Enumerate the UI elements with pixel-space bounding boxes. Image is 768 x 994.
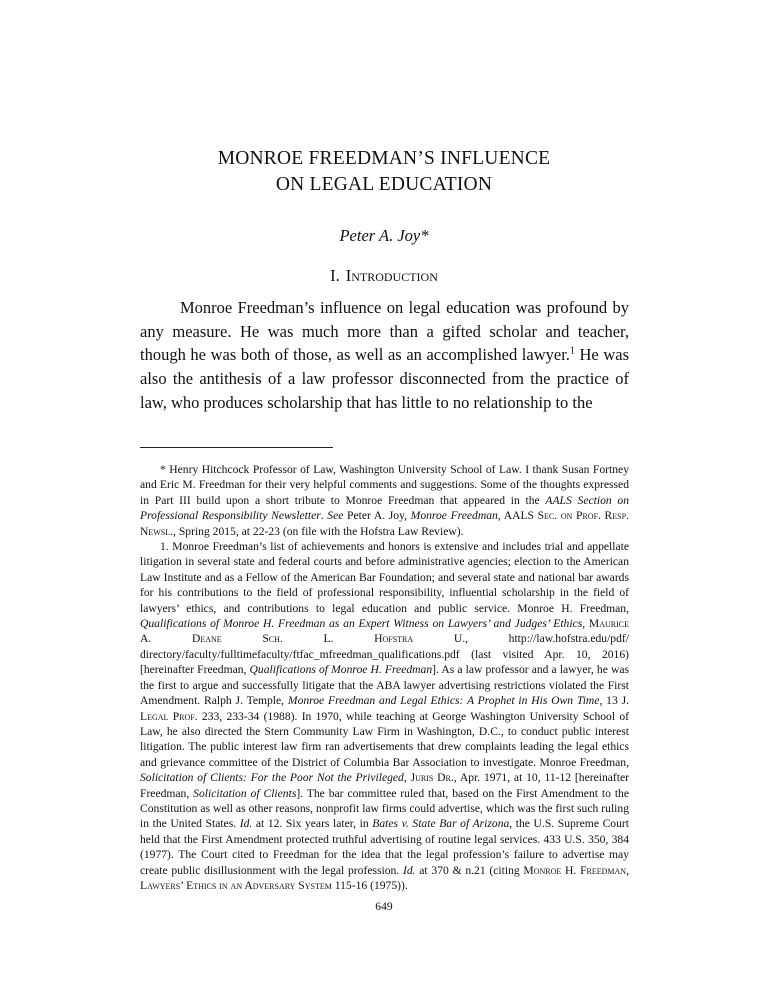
fn-italic: See xyxy=(327,509,344,523)
fn-text: ]. The bar committee ruled that, based on the First Amendment to the Constitution as well as other reasons, nonprofit law firms could advertise, which was the first such ruling in the United States. xyxy=(140,786,629,831)
fn-italic: Monroe Freedman and Legal Ethics: A Prophet in His Own Time xyxy=(287,694,600,708)
section-title: Introduction xyxy=(345,266,438,285)
page-number: 649 xyxy=(375,900,393,913)
fn-text: Peter A. Joy, xyxy=(343,509,411,523)
fn-smallcaps: Maurice A. Deane Sch. L. Hofstra U. xyxy=(140,617,629,646)
fn-italic: Id. xyxy=(239,817,253,831)
article-title-line-2: ON LEGAL EDUCATION xyxy=(275,174,493,195)
fn-italic: Qualifications of Monroe H. Freedman as an Expert Witness on Lawyers’ and Judges’ Ethics xyxy=(140,617,583,631)
footnote-star xyxy=(140,462,629,539)
fn-italic: Id. xyxy=(402,863,416,877)
fn-text: , AALS xyxy=(497,509,538,523)
fn-italic: AALS Section on Professional Responsibility Newsletter xyxy=(140,493,629,523)
fn-text: 233, 233-34 (1988). In 1970, while teaching at George Washington University School of Law, he also directed the Stern Community Law Firm in Washington, D.C., to conduct public interest litigation. The public interest law firm ran advertisements that drew complaints leading the legal ethics and grievance committee of the District of Columbia Bar Association to investigate. Monroe Freedman, xyxy=(140,709,629,769)
fn-text: 115-16 (1975)). xyxy=(331,878,408,892)
fn-text: , xyxy=(582,617,589,631)
body-text: Monroe Freedman’s influence on legal education was profound by any measure. He was much more than a gifted scholar and teacher, though he was both of those, as well as an accomplished lawyer. xyxy=(140,298,629,365)
fn-text: , Spring 2015, at 22-23 (on file with the Hofstra Law Review). xyxy=(173,524,464,538)
fn-smallcaps: Juris Dr. xyxy=(410,771,454,785)
article-title-line-1: MONROE FREEDMAN’S INFLUENCE xyxy=(217,148,551,169)
body-paragraph xyxy=(140,296,629,415)
fn-text: . xyxy=(320,509,328,523)
footnote-divider xyxy=(140,447,333,448)
fn-text: at 12. Six years later, in xyxy=(252,817,373,831)
author-name: Peter A. Joy* xyxy=(339,226,429,245)
footnote-ref-1[interactable]: 1 xyxy=(569,345,575,357)
footnotes xyxy=(140,462,629,893)
fn-smallcaps: Legal Prof. xyxy=(140,709,198,723)
fn-text: , Apr. 1971, at 10, 11-12 [hereinafter Freedman, xyxy=(140,771,629,800)
fn-smallcaps: Monroe H. Freedman, Lawyers’ Ethics in an Adversary System xyxy=(140,863,629,892)
fn-text: at 370 & n.21 (citing xyxy=(415,863,524,877)
fn-text: 1. Monroe Freedman’s list of achievements and honors is extensive and includes trial and appellate litigation in several state and federal courts and before administrative agencies; election to the American Law Institute and as a Fellow of the American Bar Foundation; and several state and national bar awards for his contributions to the field of professional responsibility, influential scholarship in the field of lawyers’ ethics, and contributions to legal education and public service. Monroe H. Freedman, xyxy=(140,540,629,615)
fn-text: , the U.S. Supreme Court held that the First Amendment protected truthful advertising of routine legal services. 433 U.S. 350, 384 (1977). The Court cited to Freedman for the idea that the legal profession’s failure to advertise may create public disillusionment with the legal profession. xyxy=(140,817,629,877)
fn-italic: Solicitation of Clients xyxy=(193,786,297,800)
fn-url-text[interactable]: , http://law.hofstra.edu/pdf/ directory/faculty/fulltimefaculty/ftfac_mfreedman_qualifications.pdf (last visited Apr. 10, 2016) [hereinafter Freedman, xyxy=(140,632,629,677)
section-number: I. xyxy=(330,266,340,285)
fn-text: , xyxy=(403,771,411,785)
fn-smallcaps: Sec. on Prof. Resp. Newsl. xyxy=(140,509,629,538)
fn-text: ]. As a law professor and a lawyer, he was the first to argue and successfully litigate that the ABA lawyer advertising restrictions violated the First Amendment. Ralph J. Temple, xyxy=(140,663,629,708)
fn-text: * Henry Hitchcock Professor of Law, Washington University School of Law. I thank Susan Fortney and Eric M. Freedman for their very helpful comments and suggestions. Some of the thoughts expressed in Part III build upon a short tribute to Monroe Freedman that appeared in the xyxy=(140,463,629,507)
fn-italic: Bates v. State Bar of Arizona xyxy=(372,817,510,831)
fn-text: , 13 J. xyxy=(599,694,630,708)
fn-italic: Solicitation of Clients: For the Poor Not the Privileged xyxy=(140,771,404,785)
fn-italic: Qualifications of Monroe H. Freedman xyxy=(249,663,433,677)
footnote-1 xyxy=(140,539,629,893)
section-heading xyxy=(0,266,768,286)
body-text-continued: He was also the antithesis of a law professor disconnected from the practice of law, who produces scholarship that has little to no relationship to the xyxy=(140,345,629,412)
fn-italic: Monroe Freedman xyxy=(410,509,498,523)
